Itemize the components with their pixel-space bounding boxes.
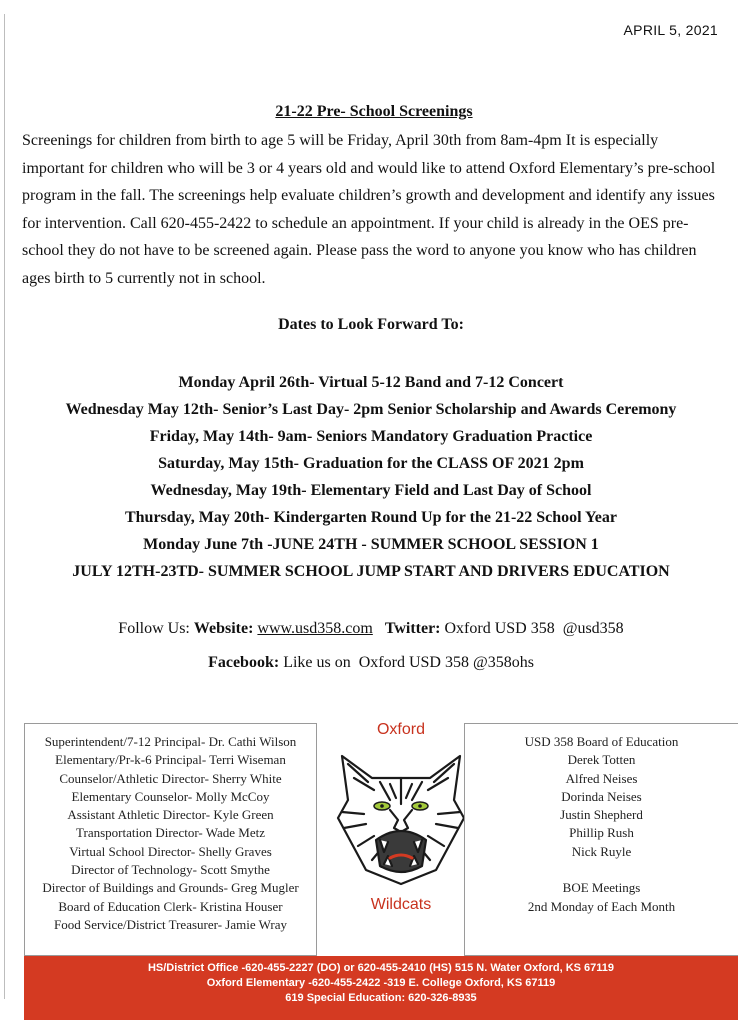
- mascot-subtitle: Wildcats: [370, 896, 432, 913]
- footer-line: 619 Special Education: 620-326-8935: [285, 992, 477, 1004]
- twitter-handle: Oxford USD 358 @usd358: [444, 620, 624, 637]
- board-member: Nick Ruyle: [571, 843, 632, 859]
- board-member: Dorinda Neises: [561, 788, 642, 804]
- boe-meetings-schedule: 2nd Monday of Each Month: [527, 898, 676, 914]
- contact-footer: [24, 956, 738, 1020]
- staff-item: Food Service/District Treasurer- Jamie Wray: [54, 916, 287, 932]
- boe-meetings-title: BOE Meetings: [562, 880, 641, 896]
- event-item: Wednesday May 12th- Senior’s Last Day- 2pm Senior Scholarship and Awards Ceremony: [65, 401, 677, 418]
- facebook-text: Like us on Oxford USD 358 @358ohs: [283, 654, 534, 671]
- screenings-title: 21-22 Pre- School Screenings: [275, 103, 473, 120]
- staff-item: Counselor/Athletic Director- Sherry White: [59, 770, 282, 786]
- mascot-title: Oxford: [376, 721, 425, 738]
- footer-line: HS/District Office -620-455-2227 (DO) or 620-455-2410 (HS) 515 N. Water Oxford, KS 67119: [147, 962, 615, 974]
- screenings-body: Screenings for children from birth to age 5 will be Friday, April 30th from 8am-4pm It is especially important for children who will be 3 or 4 years old and would like to attend Oxford Elementary’s pre-school program in the fall. The screenings help evaluate children’s growth and development and identify any issues for intervention. Call 620-455-2422 to schedule an appointment. If your child is already in the OES pre-school they do not have to be screened again. Please pass the word to anyone you know who has children ages birth to 5 currently not in school.: [22, 132, 716, 287]
- event-item: Monday June 7th -JUNE 24TH - SUMMER SCHOOL SESSION 1: [143, 536, 599, 553]
- board-of-education: [464, 723, 738, 956]
- facebook-line: [0, 654, 742, 672]
- staff-item: Transportation Director- Wade Metz: [76, 825, 265, 841]
- website-link[interactable]: www.usd358.com: [257, 620, 373, 637]
- board-spacer: [465, 861, 738, 879]
- event-item: Saturday, May 15th- Graduation for the CLASS OF 2021 2pm: [158, 455, 584, 472]
- board-member: Justin Shepherd: [560, 807, 643, 823]
- twitter-label: Twitter:: [384, 620, 441, 637]
- footer-line: Oxford Elementary -620-455-2422 -319 E. College Oxford, KS 67119: [206, 977, 556, 989]
- board-title: USD 358 Board of Education: [524, 734, 679, 749]
- staff-item: Virtual School Director- Shelly Graves: [69, 843, 272, 859]
- event-item: Wednesday, May 19th- Elementary Field and Last Day of School: [150, 482, 592, 499]
- board-member: Derek Totten: [567, 752, 636, 768]
- staff-item: Elementary/Pr-k-6 Principal- Terri Wiseman: [55, 752, 286, 768]
- staff-item: Elementary Counselor- Molly McCoy: [71, 788, 270, 804]
- staff-item: Board of Education Clerk- Kristina Houser: [58, 898, 283, 914]
- follow-line: [0, 620, 742, 638]
- event-item: Monday April 26th- Virtual 5-12 Band and 7-12 Concert: [178, 374, 564, 391]
- event-item: JULY 12TH-23TD- SUMMER SCHOOL JUMP START AND DRIVERS EDUCATION: [72, 563, 670, 580]
- staff-item: Director of Technology- Scott Smythe: [71, 862, 270, 878]
- website-label: Website:: [193, 620, 254, 637]
- staff-item: Assistant Athletic Director- Kyle Green: [67, 807, 274, 823]
- event-item: Friday, May 14th- 9am- Seniors Mandatory Graduation Practice: [149, 428, 593, 445]
- staff-item: Superintendent/7-12 Principal- Dr. Cathi Wilson: [44, 734, 297, 749]
- newsletter-date: APRIL 5, 2021: [623, 22, 718, 38]
- staff-item: Director of Buildings and Grounds- Greg Mugler: [42, 880, 299, 896]
- board-member: Alfred Neises: [565, 770, 638, 786]
- events-list: [0, 369, 742, 585]
- wildcat-logo-icon: [332, 748, 470, 888]
- staff-directory: [24, 723, 317, 956]
- board-member: Phillip Rush: [569, 825, 634, 841]
- facebook-label: Facebook:: [208, 654, 280, 671]
- event-item: Thursday, May 20th- Kindergarten Round Up for the 21-22 School Year: [124, 509, 618, 526]
- dates-heading: Dates to Look Forward To:: [278, 316, 464, 333]
- follow-prefix: Follow Us:: [118, 620, 190, 637]
